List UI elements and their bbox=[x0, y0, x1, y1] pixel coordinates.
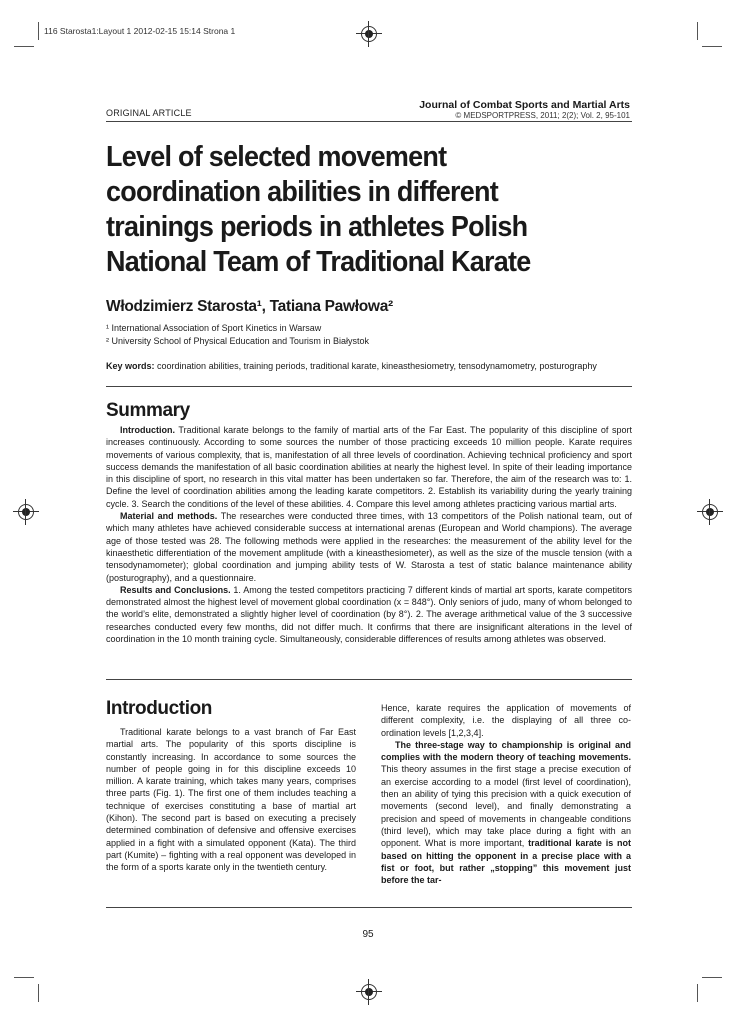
introduction-paragraph: Traditional karate belongs to a vast branch of Far East martial arts. The popularity of this sports discipline is constantly increasing. In accordance to some sources the number of people going in for this discipline exceeds 10 million. A karate training, which takes many years, comprises three parts (Fig. 1). The first one of them includes teaching a technique of exercises constituting a base of martial art (Kihon). The second part is based on executing a precisely determined combination of defensive and offensive exercises applied in a fight with a simulated opponent (Kata). The third part (Kumite) – fighting with a real opponent was developed in the form of a sports karate only in the twentieth century. bbox=[106, 727, 356, 873]
registration-mark-bottom-icon bbox=[361, 984, 377, 1000]
emphasis-text: traditional karate is not based on hitting the opponent in a precise place with a fist or foot, but rather „stopping” this movement just before the tar- bbox=[381, 838, 631, 886]
introduction-paragraph: Hence, karate requires the application of movements of different complexity, i.e. the displaying of all three co-ordination levels [1,2,3,4]. bbox=[381, 703, 631, 738]
header-rule bbox=[106, 121, 632, 122]
body-text: This theory assumes in the first stage a precise execution of an exercise according to a model (first level of coordination), then an ability of tying this precision with a quick execution of movements (second level), and finally demonstrating a precision and speed of movements in changeable conditions (third level), which may take place during a fight with an opponent. What is more important, bbox=[381, 764, 631, 849]
summary-text: The researches were conducted three times, with 13 competitors of the Polish national team, out of which many athletes have achieved considerable success at international arenas (European and World champions). The average age of those tested was 28. The following methods were applied in the researches: the measurement of the ability level for the kinaesthetic differentiation of the movement amplitude (with a kineasthesiometer), as well as the size of the muscle tension (with a tensodynamometer); global coordination and jumping ability tests of W. Starosta a test of static balance maintenance ability (posturography), and a questionnaire. bbox=[106, 511, 632, 583]
print-slug: 116 Starosta1:Layout 1 2012-02-15 15:14 Strona 1 bbox=[44, 26, 236, 36]
summary-rule bbox=[106, 679, 632, 680]
journal-header bbox=[419, 99, 630, 120]
journal-citation: © MEDSPORTPRESS, 2011; 2(2); Vol. 2, 95-101 bbox=[455, 111, 630, 120]
crop-mark-tr-h bbox=[702, 46, 722, 47]
crop-mark-bl-h bbox=[14, 977, 34, 978]
summary-lead: Introduction. bbox=[120, 425, 175, 435]
page-number: 95 bbox=[362, 929, 374, 940]
registration-mark-right-icon bbox=[702, 504, 718, 520]
journal-title: Journal of Combat Sports and Martial Arts bbox=[419, 99, 630, 111]
introduction-paragraph bbox=[381, 739, 631, 887]
keywords bbox=[106, 361, 636, 371]
keywords-text: coordination abilities, training periods, traditional karate, kineasthesiometry, tensodynamometry, posturography bbox=[157, 361, 597, 371]
summary-paragraph bbox=[106, 510, 632, 584]
registration-mark-left-icon bbox=[18, 504, 34, 520]
summary-text: Traditional karate belongs to the family of martial arts of the Far East. The popularity of this discipline of sport increases continuously. According to some sources the number of those practicing exceeds 10 million people. Karate requires movements of various complexity, that is, manifestation of all three levels of coordination. Achieving technical proficiency and sport success demands the manifestation of all basic coordination abilities at nearly the highest level. In spite of their leading importance in this discipline of sport, no research in this vital matter has been undertaken so far. Therefore, the aim of the research was to: 1. Define the level of coordination abilities among the leading karate competitors. 2. Establish its variability during the yearly training cycle. 3. Search the conditions of the level of these abilities. 4. Compare this level among athletes practicing various martial arts. bbox=[106, 425, 632, 509]
crop-mark-bl-v bbox=[38, 984, 39, 1002]
footer-rule bbox=[106, 907, 632, 908]
article-title: Level of selected movement coordination abilities in different trainings periods in athletes Polish National Team of Traditional Karate bbox=[106, 141, 531, 278]
crop-mark-br-v bbox=[697, 984, 698, 1002]
affiliation-1: ¹ International Association of Sport Kinetics in Warsaw bbox=[106, 323, 322, 333]
summary-paragraph bbox=[106, 584, 632, 645]
registration-mark-top-icon bbox=[361, 26, 377, 42]
crop-mark-tl-v bbox=[38, 22, 39, 40]
summary-heading: Summary bbox=[106, 400, 190, 421]
crop-mark-tr-v bbox=[697, 22, 698, 40]
authors: Włodzimierz Starosta¹, Tatiana Pawłowa² bbox=[106, 298, 393, 315]
keywords-label: Key words: bbox=[106, 361, 155, 371]
summary-body bbox=[106, 424, 632, 645]
introduction-left-column bbox=[106, 726, 356, 874]
crop-mark-br-h bbox=[702, 977, 722, 978]
affiliation-2: ² University School of Physical Education and Tourism in Białystok bbox=[106, 336, 369, 346]
summary-text: 1. Among the tested competitors practicing 7 different kinds of martial art sports, karate competitors demonstrated almost the highest level of movement global coordination (x = 848°). Only seniors of judo, many of whom belonged to the world’s elite, demonstrated a slightly higher level of coordination (by 8°). 2. The average arithmetical value of the 3 successive researches conducted every few months, did not differ much. It confirms that there are insignificant alterations in the level of coordination in the 10 month training cycle. Simultaneously, considerable differences of results among athletes was observed. bbox=[106, 584, 632, 645]
introduction-right-column bbox=[381, 702, 631, 886]
summary-lead: Results and Conclusions. bbox=[120, 584, 231, 595]
summary-paragraph bbox=[106, 424, 632, 510]
introduction-heading: Introduction bbox=[106, 698, 213, 719]
summary-lead: Material and methods. bbox=[120, 511, 218, 522]
emphasis-text: The three-stage way to championship is original and complies with the modern theory of teaching movements. bbox=[381, 739, 631, 763]
crop-mark-tl-h bbox=[14, 46, 34, 47]
keywords-rule bbox=[106, 386, 632, 387]
article-type: ORIGINAL ARTICLE bbox=[106, 108, 192, 118]
